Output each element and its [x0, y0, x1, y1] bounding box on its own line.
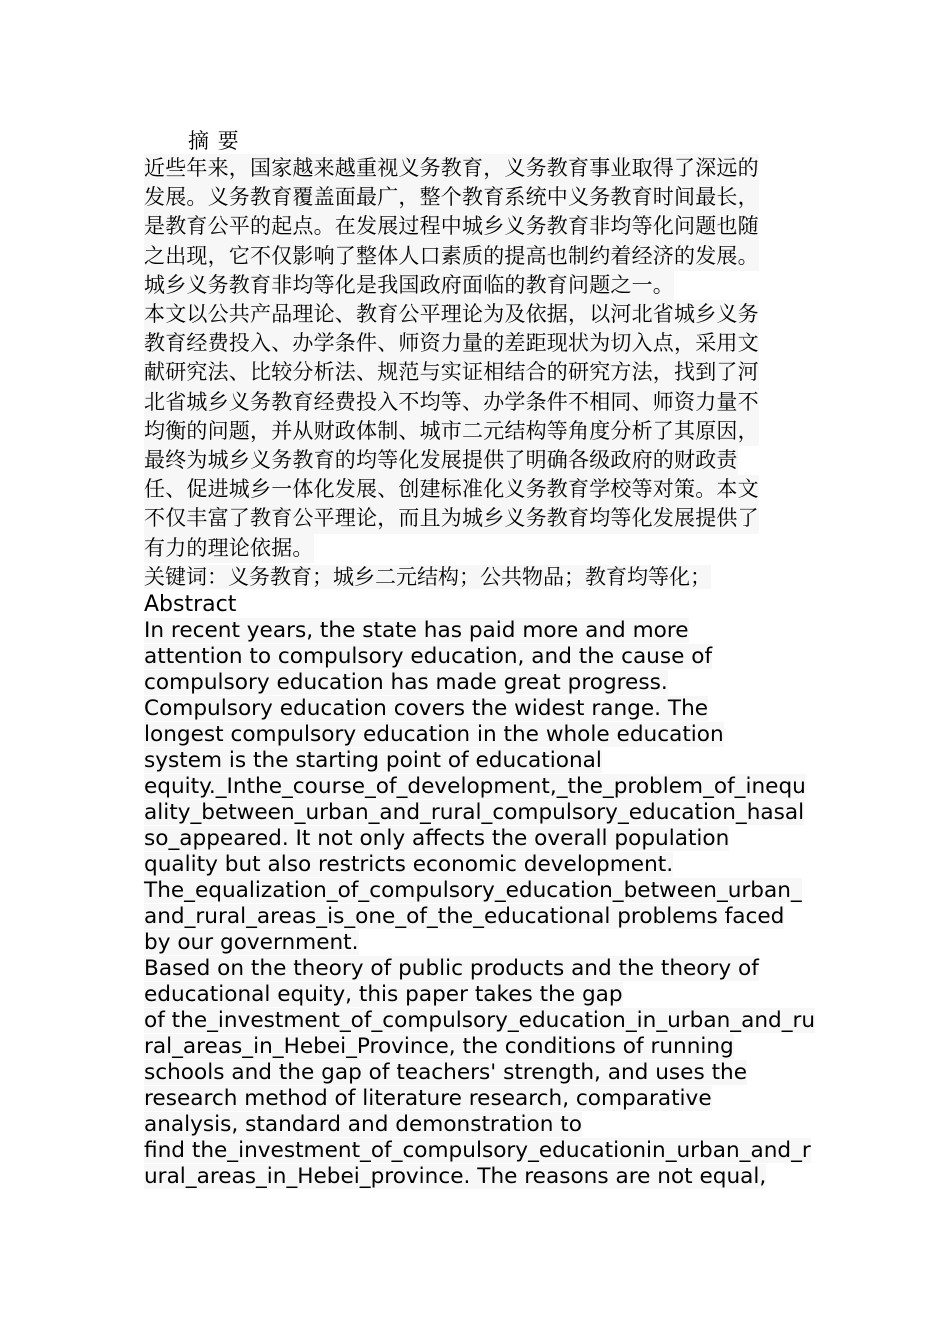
abstract-cn-paragraph-2: [144, 300, 824, 563]
text-line: 之出现，它不仅影响了整体人口素质的提高也制约着经济的发展。: [144, 242, 759, 271]
text-line: system is the starting point of educational: [144, 747, 602, 773]
text-line: 任、促进城乡一体化发展、创建标准化义务教育学校等对策。本文: [144, 475, 759, 504]
abstract-en-paragraph-1: [144, 618, 824, 956]
text-line: so_appeared. It not only affects the overall population: [144, 825, 730, 851]
text-line: 献研究法、比较分析法、规范与实证相结合的研究方法，找到了河: [144, 358, 759, 387]
text-line: 教育经费投入、办学条件、师资力量的差距现状为切入点，采用文: [144, 329, 759, 358]
text-line: 最终为城乡义务教育的均等化发展提供了明确各级政府的财政责: [144, 446, 738, 475]
text-line: 有力的理论依据。: [144, 534, 314, 563]
text-line: and_rural_areas_is_one_of_the_educational problems faced: [144, 903, 785, 929]
text-line: ral_areas_in_Hebei_Province, the conditions of running: [144, 1033, 734, 1059]
text-line: educational equity, this paper takes the gap: [144, 981, 623, 1007]
text-line: research method of literature research, comparative: [144, 1085, 712, 1111]
text-line: by our government.: [144, 929, 359, 955]
text-line: ality_between_urban_and_rural_compulsory_education_hasal: [144, 799, 805, 825]
text-line: equity._Inthe_course_of_development,_the_problem_of_inequ: [144, 773, 806, 799]
text-line: compulsory education has made great progress.: [144, 669, 668, 695]
text-line: 城乡义务教育非均等化是我国政府面临的教育问题之一。: [144, 271, 674, 300]
abstract-cn-keywords: [144, 563, 824, 592]
text-line: of the_investment_of_compulsory_education_in_urban_and_ru: [144, 1007, 816, 1033]
text-line: 不仅丰富了教育公平理论，而且为城乡义务教育均等化发展提供了: [144, 504, 759, 533]
text-line: 近些年来，国家越来越重视义务教育，义务教育事业取得了深远的: [144, 154, 759, 183]
document-page: [144, 128, 824, 1190]
text-line: find the_investment_of_compulsory_educationin_urban_and_r: [144, 1137, 811, 1163]
text-line: 是教育公平的起点。在发展过程中城乡义务教育非均等化问题也随: [144, 212, 759, 241]
text-line: 本文以公共产品理论、教育公平理论为及依据，以河北省城乡义务: [144, 300, 759, 329]
text-line: analysis, standard and demonstration to: [144, 1111, 582, 1137]
text-line: Based on the theory of public products and the theory of: [144, 955, 759, 981]
text-line: 发展。义务教育覆盖面最广，整个教育系统中义务教育时间最长，: [144, 183, 759, 212]
text-line: schools and the gap of teachers' strength, and uses the: [144, 1059, 748, 1085]
abstract-en-heading: Abstract: [144, 591, 237, 617]
abstract-cn-paragraph-1: [144, 154, 824, 300]
abstract-en-paragraph-2: [144, 956, 824, 1190]
text-line: longest compulsory education in the whole education: [144, 721, 724, 747]
text-line: 北省城乡义务教育经费投入不均等、办学条件不相同、师资力量不: [144, 388, 759, 417]
text-line: ural_areas_in_Hebei_province. The reasons are not equal,: [144, 1163, 767, 1189]
text-line: In recent years, the state has paid more and more: [144, 617, 689, 643]
keywords-text: 关键词：义务教育；城乡二元结构；公共物品；教育均等化；: [144, 564, 711, 589]
text-line: The_equalization_of_compulsory_education_between_urban_: [144, 877, 802, 903]
text-line: 均衡的问题，并从财政体制、城市二元结构等角度分析了其原因，: [144, 417, 759, 446]
text-line: Compulsory education covers the widest range. The: [144, 695, 709, 721]
text-line: quality but also restricts economic development.: [144, 851, 674, 877]
abstract-cn-title: 摘 要: [188, 129, 240, 153]
text-line: attention to compulsory education, and the cause of: [144, 643, 713, 669]
